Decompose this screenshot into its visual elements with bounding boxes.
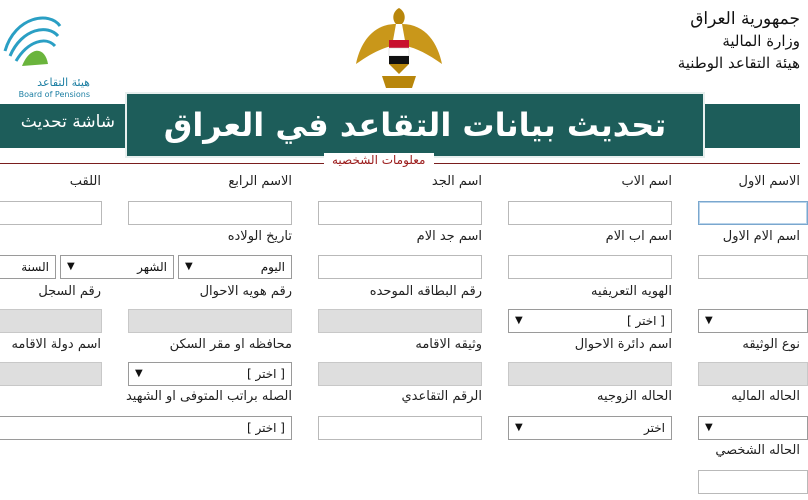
label-id-type: نوع الوثيقه — [742, 337, 800, 352]
label-residence-doc: وثيقه الاقامه — [415, 337, 482, 352]
grandfather-name-input[interactable] — [318, 201, 482, 225]
label-register: رقم السجل — [38, 284, 101, 299]
surname-input[interactable] — [0, 201, 102, 225]
label-retire-number: الرقم التقاعدي — [401, 389, 482, 404]
label-first-name: الاسم الاول — [738, 174, 800, 189]
relation-select[interactable] — [0, 416, 292, 440]
governorate-value: [ اختر ] — [247, 367, 285, 381]
label-civil-office: اسم دائرة الاحوال — [574, 337, 672, 352]
birth-day-select[interactable] — [178, 255, 292, 279]
register-input[interactable] — [0, 309, 102, 333]
ministry-line-3: هيئة التقاعد الوطنية — [677, 54, 800, 72]
unified-card-input[interactable] — [318, 309, 482, 333]
chevron-down-icon: ▼ — [705, 422, 713, 433]
label-personal-status: الحاله الشخصي — [715, 443, 800, 458]
chevron-down-icon: ▼ — [67, 261, 75, 272]
id-card-value: [ اختر ] — [627, 314, 665, 328]
residence-doc-input[interactable] — [318, 362, 482, 386]
banner-title: تحديث بيانات التقاعد في العراق — [163, 106, 667, 144]
retire-number-input[interactable] — [318, 416, 482, 440]
mother-father-input[interactable] — [508, 255, 672, 279]
label-unified-card: رقم البطاقه الموحده — [369, 284, 482, 299]
label-mother-father: اسم اب الام — [605, 229, 672, 244]
relation-value: [ اختر ] — [247, 421, 285, 435]
label-financial: الحاله الماليه — [731, 389, 800, 404]
label-fourth-name: الاسم الرابع — [228, 174, 292, 189]
label-grandfather-name: اسم الجد — [431, 174, 482, 189]
label-civil-id: رقم هويه الاحوال — [199, 284, 292, 299]
id-type-select[interactable] — [698, 309, 808, 333]
civil-id-input[interactable] — [128, 309, 292, 333]
civil-office-input[interactable] — [508, 362, 672, 386]
marital-select[interactable] — [508, 416, 672, 440]
ministry-line-1: جمهورية العراق — [690, 9, 800, 29]
label-governorate: محافظه او مقر السكن — [169, 337, 292, 352]
first-name-input[interactable] — [698, 201, 808, 225]
fourth-name-input[interactable] — [128, 201, 292, 225]
section-title: معلومات الشخصيه — [324, 153, 434, 167]
pension-logo-ar: هيئة التقاعد — [37, 76, 90, 89]
pension-logo-en: Board of Pensions — [18, 90, 90, 99]
label-mother-first: اسم الام الاول — [722, 229, 800, 244]
row4-col1-input[interactable] — [698, 362, 808, 386]
mother-first-input[interactable] — [698, 255, 808, 279]
personal-status-input[interactable] — [698, 470, 808, 494]
governorate-select[interactable] — [128, 362, 292, 386]
screen-label: شاشة تحديث — [20, 112, 115, 132]
birth-year-value: السنة — [21, 260, 49, 274]
birth-year-select[interactable] — [0, 255, 56, 279]
iraq-eagle-emblem-icon — [352, 4, 446, 92]
label-mother-grandfather: اسم جد الام — [416, 229, 482, 244]
chevron-down-icon: ▼ — [515, 422, 523, 433]
ministry-heading — [677, 8, 800, 74]
label-surname: اللقب — [69, 174, 101, 189]
marital-value: اختر — [644, 421, 665, 435]
birth-month-value: الشهر — [137, 260, 167, 274]
pension-board-logo — [0, 6, 95, 98]
birth-day-value: اليوم — [260, 260, 285, 274]
label-marital: الحاله الزوجيه — [597, 389, 672, 404]
label-residence-country: اسم دولة الاقامه — [11, 337, 101, 352]
label-relation: الصله براتب المتوفى او الشهيد — [125, 389, 292, 404]
label-birth-date: تاريخ الولاده — [227, 229, 292, 244]
financial-select[interactable] — [698, 416, 808, 440]
chevron-down-icon: ▼ — [705, 315, 713, 326]
chevron-down-icon: ▼ — [135, 368, 143, 379]
chevron-down-icon: ▼ — [515, 315, 523, 326]
birth-month-select[interactable] — [60, 255, 174, 279]
mother-grandfather-input[interactable] — [318, 255, 482, 279]
ministry-line-2: وزارة المالية — [722, 32, 800, 50]
label-father-name: اسم الاب — [621, 174, 672, 189]
residence-country-input[interactable] — [0, 362, 102, 386]
label-id-card: الهويه التعريفيه — [590, 284, 672, 299]
father-name-input[interactable] — [508, 201, 672, 225]
id-card-select[interactable] — [508, 309, 672, 333]
chevron-down-icon: ▼ — [185, 261, 193, 272]
